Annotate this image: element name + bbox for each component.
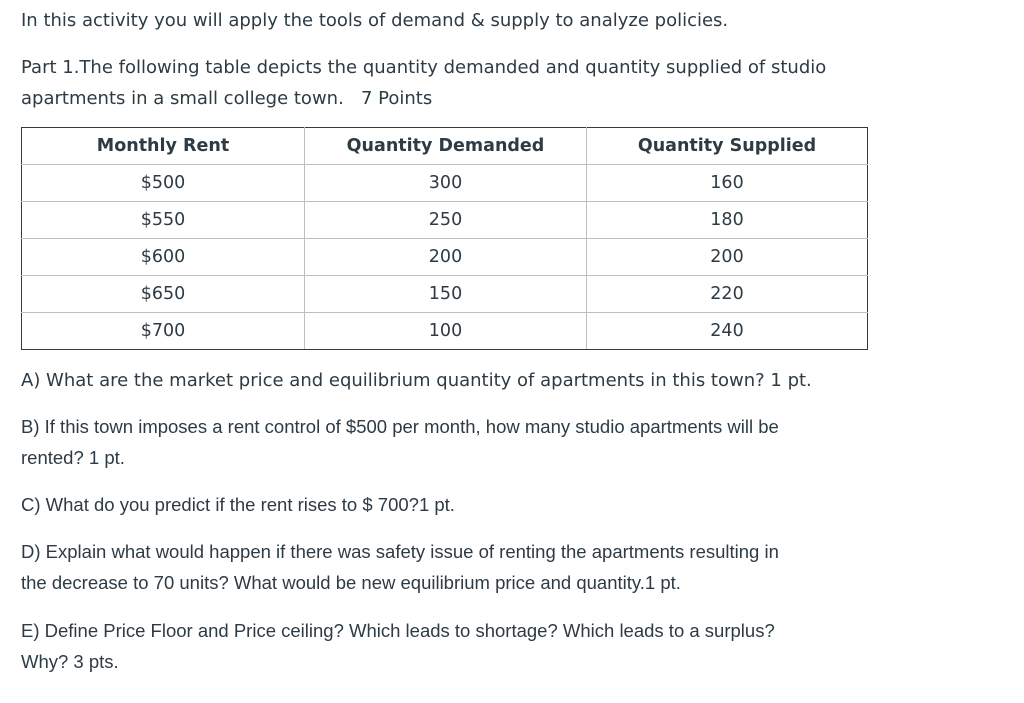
question-d-line1: D) Explain what would happen if there was safety issue of renting the apartments resulting in [21,541,779,562]
cell-rent: $600 [22,239,305,276]
question-a: A) What are the market price and equilibrium quantity of apartments in this town? 1 pt. [21,370,812,391]
question-e [21,615,775,677]
header-quantity-demanded: Quantity Demanded [305,128,587,165]
table-row [22,313,868,350]
cell-rent: $500 [22,165,305,202]
cell-rent: $550 [22,202,305,239]
cell-demanded: 300 [305,165,587,202]
part1-description [21,52,826,114]
part1-line1: Part 1.The following table depicts the quantity demanded and quantity supplied of studio [21,57,827,78]
rent-table [21,127,868,350]
cell-rent: $700 [22,313,305,350]
table-header-row [22,128,868,165]
cell-demanded: 200 [305,239,587,276]
cell-supplied: 200 [587,239,868,276]
question-d-line2: the decrease to 70 units? What would be new equilibrium price and quantity.1 pt. [21,572,681,593]
question-b [21,411,779,473]
question-e-line1: E) Define Price Floor and Price ceiling? Which leads to shortage? Which leads to a surplus? [21,620,775,641]
question-c: C) What do you predict if the rent rises to $ 700?1 pt. [21,494,455,515]
cell-demanded: 150 [305,276,587,313]
intro-text: In this activity you will apply the tools of demand & supply to analyze policies. [21,10,729,31]
table-row [22,239,868,276]
header-quantity-supplied: Quantity Supplied [587,128,868,165]
question-d [21,536,779,598]
cell-supplied: 160 [587,165,868,202]
cell-demanded: 100 [305,313,587,350]
question-b-line1: B) If this town imposes a rent control of $500 per month, how many studio apartments will be [21,416,779,437]
cell-rent: $650 [22,276,305,313]
table-row [22,165,868,202]
question-e-line2: Why? 3 pts. [21,651,119,672]
question-b-line2: rented? 1 pt. [21,447,125,468]
cell-supplied: 180 [587,202,868,239]
cell-demanded: 250 [305,202,587,239]
cell-supplied: 240 [587,313,868,350]
part1-line2: apartments in a small college town. 7 Points [21,88,433,109]
cell-supplied: 220 [587,276,868,313]
table-row [22,202,868,239]
table-row [22,276,868,313]
header-monthly-rent: Monthly Rent [22,128,305,165]
